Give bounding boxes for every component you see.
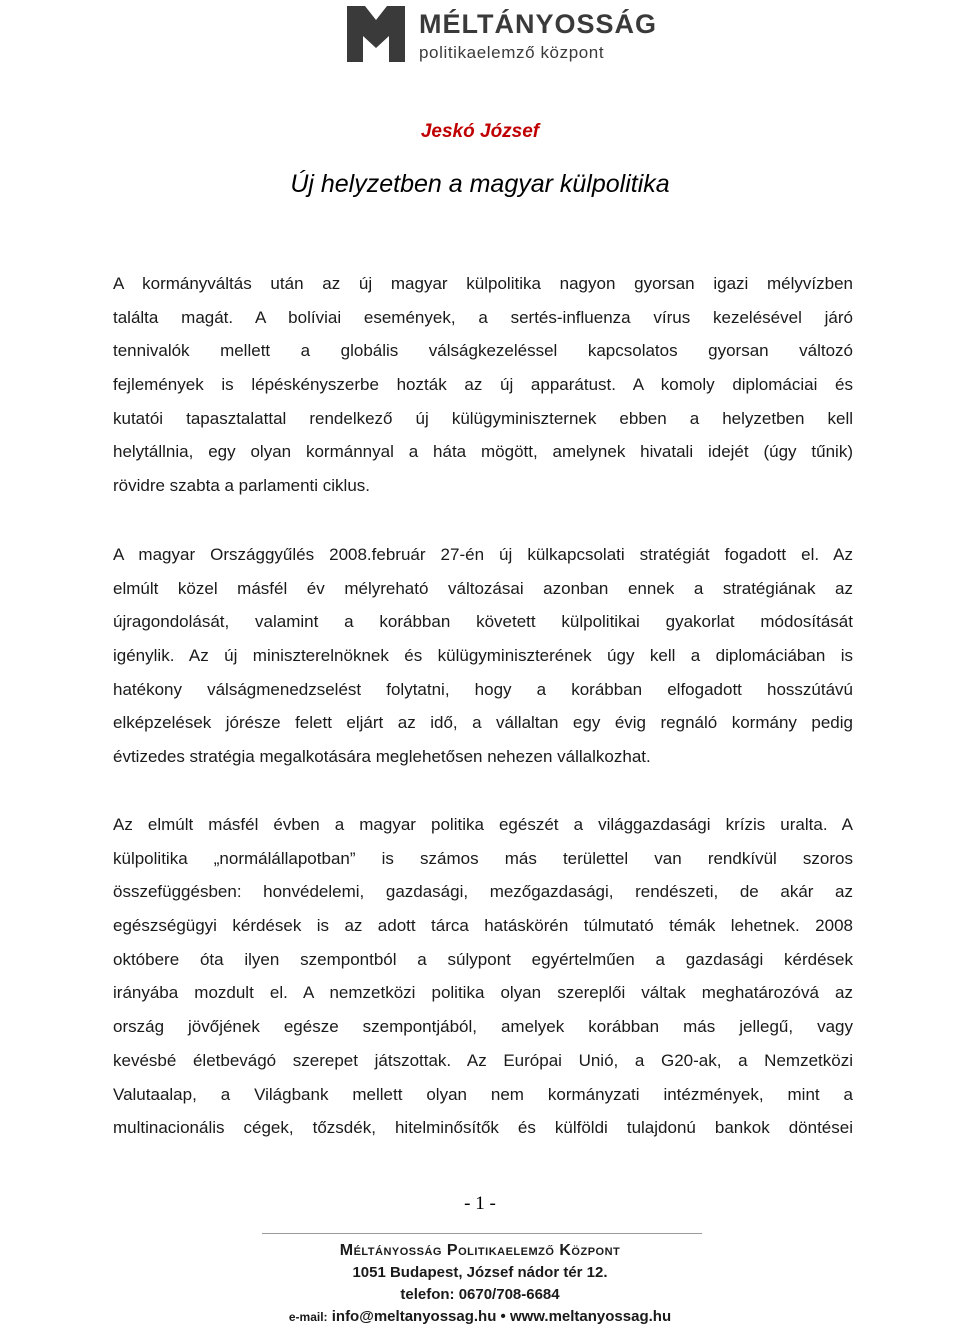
email-label: e-mail: [288, 1310, 328, 1324]
text-line: helytállnia, egy olyan kormánnyal a háta mögött, amelynek hivatali idejét (úgy tűnik) [113, 442, 853, 462]
footer-org: Méltányosság Politikaelemző Központ [339, 1242, 621, 1259]
text-line: egészségügyi kérdések is az adott tárca hatáskörén túlmutató témák lehetnek. 2008 [113, 916, 853, 936]
article-title: Új helyzetben a magyar külpolitika [290, 170, 670, 198]
text-line: elképzelések jórésze felett eljárt az idő, a vállaltan egy évig regnáló kormány pedig [113, 713, 853, 733]
page-number: - 1 - [464, 1193, 496, 1214]
footer [0, 1240, 960, 1328]
text-line: elmúlt közel másfél év mélyreható változásai azonban ennek a stratégiának az [113, 578, 853, 598]
logo [347, 6, 658, 64]
contact-links[interactable]: info@meltanyossag.hu • www.meltanyossag.hu [331, 1308, 672, 1325]
text-line: Az elmúlt másfél évben a magyar politika egészét a világgazdasági krízis uralta. A [113, 815, 853, 834]
footer-phone: telefon: 0670/708-6684 [400, 1286, 560, 1303]
text-line: A magyar Országgyűlés 2008.február 27-én új külkapcsolati stratégiát fogadott el. Az [113, 545, 853, 564]
text-line: összefüggésben: honvédelemi, gazdasági, mezőgazdasági, rendészeti, de akár az [113, 882, 853, 902]
paragraph-1 [113, 267, 853, 503]
text-line: kevésbé életbevágó szerepet játszottak. Az Európai Unió, a G20-ak, a Nemzetközi [113, 1050, 853, 1070]
text-line: kutatói tapasztalattal rendelkező új külügyminiszternek ebben a helyzetben kell [113, 408, 853, 428]
text-line: multinacionális cégek, tőzsdék, hitelminősítők és külföldi tulajdonú bankok döntései [113, 1118, 853, 1138]
text-line: igénylik. Az új miniszterelnöknek és külügyminiszterének úgy kell a diplomáciában is [113, 646, 853, 666]
footer-divider [262, 1233, 702, 1234]
text-line: ország jövőjének egésze szempontjából, amelyek korábban más jellegű, vagy [113, 1017, 853, 1037]
text-line: hatékony válságmenedzselést folytatni, hogy a korábban elfogadott hosszútávú [113, 679, 853, 699]
author: Jeskó József [420, 121, 540, 142]
footer-address: 1051 Budapest, József nádor tér 12. [352, 1264, 608, 1281]
text-line: irányába mozdult el. A nemzetközi politika olyan szereplői váltak meghatározóvá az [113, 983, 853, 1003]
logo-subtitle: politikaelemző központ [419, 43, 605, 62]
text-line: külpolitika „normálállapotban” is számos más területtel van rendkívül szoros [113, 848, 853, 868]
text-line: Valutaalap, a Világbank mellett olyan nem kormányzati intézmények, mint a [113, 1084, 853, 1104]
text-line: tennivalók mellett a globális válságkezeléssel kapcsolatos gyorsan változó [113, 341, 853, 361]
text-line: októbere óta ilyen szempontból a súlypont egyértelműen a gazdasági kérdések [113, 949, 853, 969]
text-line: évtizedes stratégia megalkotására meglehetősen nehezen vállalkozhat. [113, 747, 651, 767]
text-line: találta magát. A bolíviai események, a sertés-influenza vírus kezelésével járó [113, 307, 853, 327]
text-line: rövidre szabta a parlamenti ciklus. [113, 476, 371, 496]
text-line: fejlemények is lépéskényszerbe hozták az új apparátust. A komoly diplomáciai és [113, 375, 853, 395]
paragraph-2 [113, 538, 853, 774]
paragraph-3 [113, 808, 853, 1145]
logo-mark-icon [347, 6, 405, 62]
logo-name: MÉLTÁNYOSSÁG [419, 9, 658, 39]
text-line: A kormányváltás után az új magyar külpolitika nagyon gyorsan igazi mélyvízben [113, 274, 853, 293]
text-line: újragondolását, valamint a korábban követett külpolitikai gyakorlat módosítását [113, 612, 853, 632]
